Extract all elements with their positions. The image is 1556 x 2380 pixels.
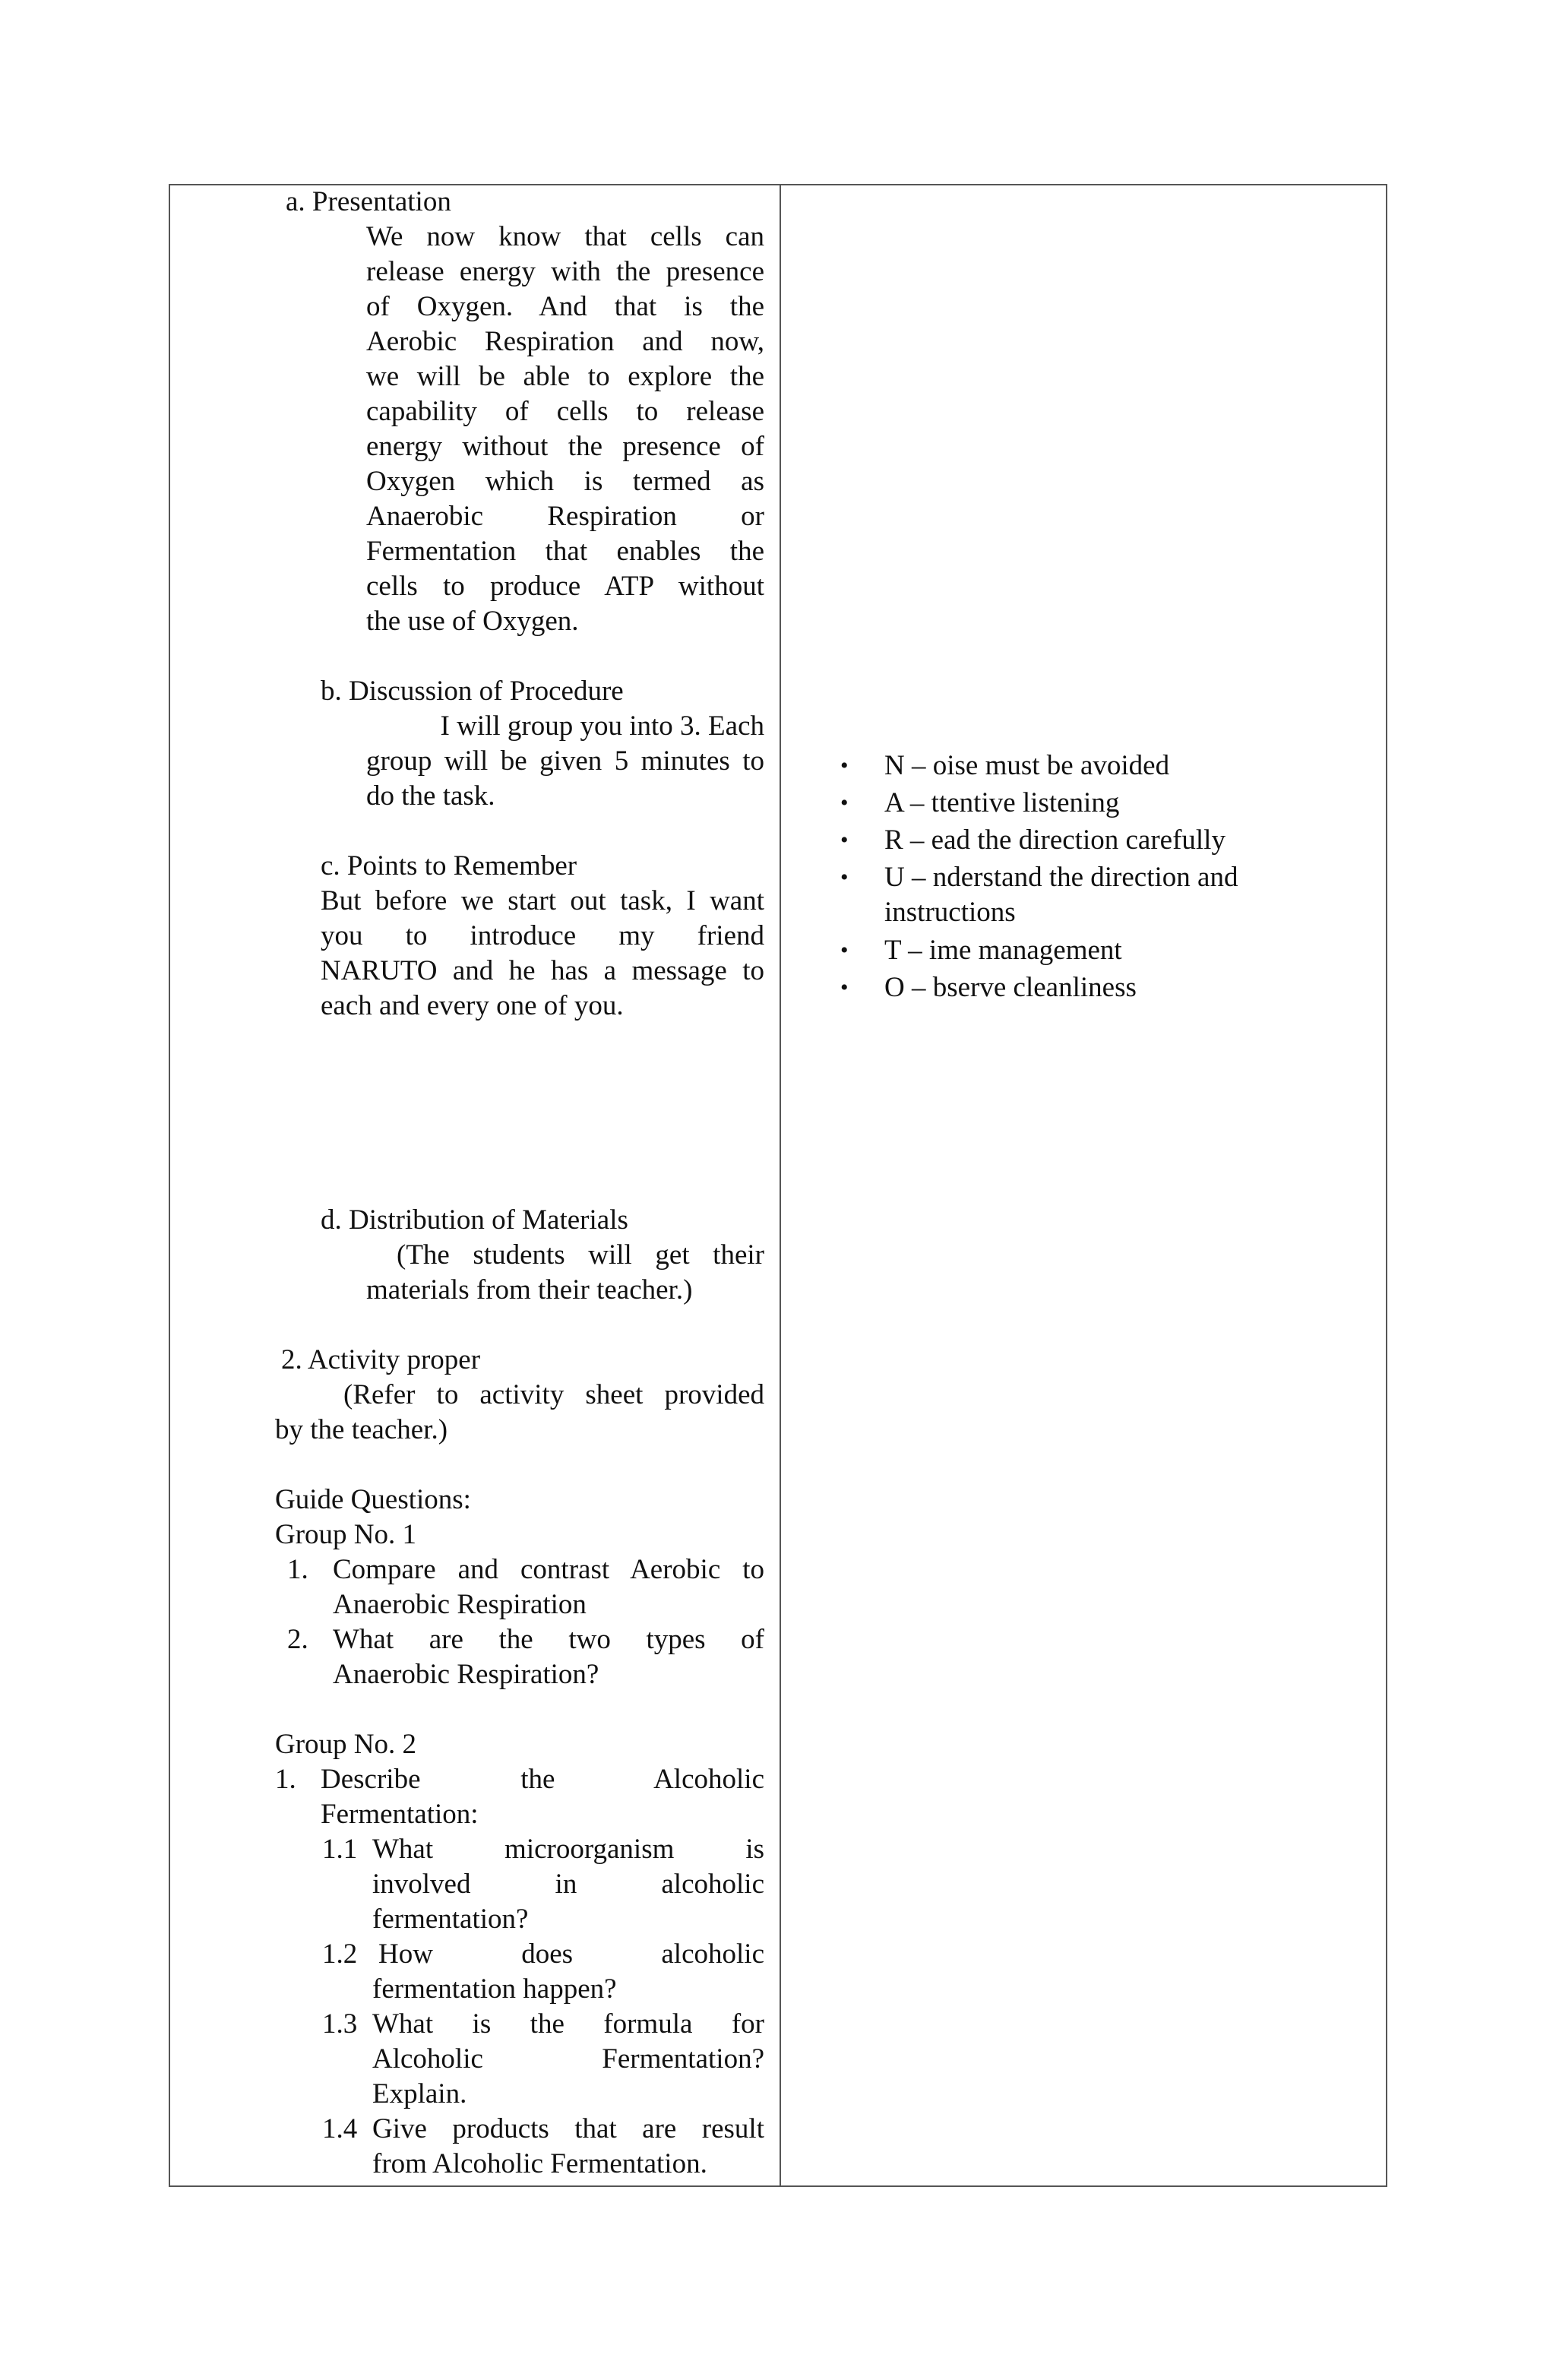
- discussion-line: I will group you into 3. Each: [440, 711, 764, 742]
- presentation-line: cells to produce ATP without: [366, 571, 764, 602]
- question-number: 1.: [275, 1764, 296, 1795]
- points-heading: c. Points to Remember: [321, 850, 577, 881]
- bullet-icon: •: [840, 975, 849, 1000]
- bullet-item: R – ead the direction carefully: [884, 824, 1226, 856]
- question-number: 2.: [287, 1624, 308, 1655]
- presentation-line: release energy with the presence: [366, 256, 764, 287]
- bullet-item: O – bserve cleanliness: [884, 972, 1137, 1003]
- distribution-heading: d. Distribution of Materials: [321, 1204, 628, 1236]
- subquestion-line: involved in alcoholic: [372, 1869, 764, 1900]
- presentation-line: Oxygen which is termed as: [366, 466, 764, 497]
- activity-line: (Refer to activity sheet provided: [343, 1379, 764, 1410]
- question-line: Describe the Alcoholic: [321, 1764, 764, 1795]
- subquestion-line: fermentation happen?: [372, 1973, 617, 2005]
- bullet-icon: •: [840, 753, 849, 778]
- distribution-line: (The students will get their: [397, 1239, 764, 1271]
- subquestion-line: What is the formula for: [372, 2008, 764, 2040]
- discussion-heading: b. Discussion of Procedure: [321, 676, 624, 707]
- column-divider: [780, 185, 781, 2185]
- discussion-line: do the task.: [366, 780, 495, 812]
- subquestion-line: Give products that are result: [372, 2113, 764, 2144]
- question-number: 1.: [287, 1554, 308, 1585]
- presentation-line: of Oxygen. And that is the: [366, 291, 764, 322]
- bullet-item-continuation: instructions: [884, 897, 1016, 928]
- presentation-line: Fermentation that enables the: [366, 536, 764, 567]
- bullet-icon: •: [840, 790, 849, 815]
- question-line: Anaerobic Respiration: [333, 1589, 587, 1620]
- bullet-icon: •: [840, 828, 849, 853]
- question-line: Anaerobic Respiration?: [333, 1659, 599, 1690]
- bullet-icon: •: [840, 865, 849, 890]
- discussion-line: group will be given 5 minutes to: [366, 745, 764, 777]
- points-line: NARUTO and he has a message to: [321, 955, 764, 986]
- subquestion-number: 1.2: [322, 1938, 358, 1970]
- presentation-line: the use of Oxygen.: [366, 606, 579, 637]
- bullet-item: N – oise must be avoided: [884, 750, 1170, 781]
- subquestion-line: How does alcoholic: [378, 1938, 764, 1970]
- points-line: you to introduce my friend: [321, 920, 764, 951]
- subquestion-line: What microorganism is: [372, 1834, 764, 1865]
- presentation-line: Anaerobic Respiration or: [366, 501, 764, 532]
- activity-line: by the teacher.): [275, 1414, 448, 1445]
- presentation-line: we will be able to explore the: [366, 361, 764, 392]
- subquestion-number: 1.3: [322, 2008, 358, 2040]
- points-line: each and every one of you.: [321, 990, 624, 1021]
- bullet-item: T – ime management: [884, 935, 1122, 966]
- activity-heading: 2. Activity proper: [281, 1344, 481, 1375]
- points-line: But before we start out task, I want: [321, 885, 764, 916]
- group-2-heading: Group No. 2: [275, 1729, 417, 1760]
- bullet-item: A – ttentive listening: [884, 787, 1120, 818]
- guide-questions-heading: Guide Questions:: [275, 1484, 471, 1515]
- subquestion-line: from Alcoholic Fermentation.: [372, 2148, 707, 2179]
- subquestion-line: fermentation?: [372, 1904, 529, 1935]
- question-line: Fermentation:: [321, 1799, 479, 1830]
- subquestion-line: Explain.: [372, 2078, 467, 2109]
- subquestion-number: 1.4: [322, 2113, 358, 2144]
- presentation-heading: a. Presentation: [286, 186, 451, 217]
- group-1-heading: Group No. 1: [275, 1519, 417, 1550]
- bullet-item: U – nderstand the direction and: [884, 862, 1238, 893]
- subquestion-line: Alcoholic Fermentation?: [372, 2043, 764, 2075]
- presentation-line: Aerobic Respiration and now,: [366, 326, 764, 357]
- subquestion-number: 1.1: [322, 1834, 358, 1865]
- bullet-icon: •: [840, 938, 849, 963]
- question-line: Compare and contrast Aerobic to: [333, 1554, 764, 1585]
- presentation-line: capability of cells to release: [366, 396, 764, 427]
- presentation-line: energy without the presence of: [366, 431, 764, 462]
- distribution-line: materials from their teacher.): [366, 1274, 693, 1306]
- question-line: What are the two types of: [333, 1624, 764, 1655]
- lesson-plan-table: [169, 184, 1387, 2187]
- presentation-line: We now know that cells can: [366, 221, 764, 252]
